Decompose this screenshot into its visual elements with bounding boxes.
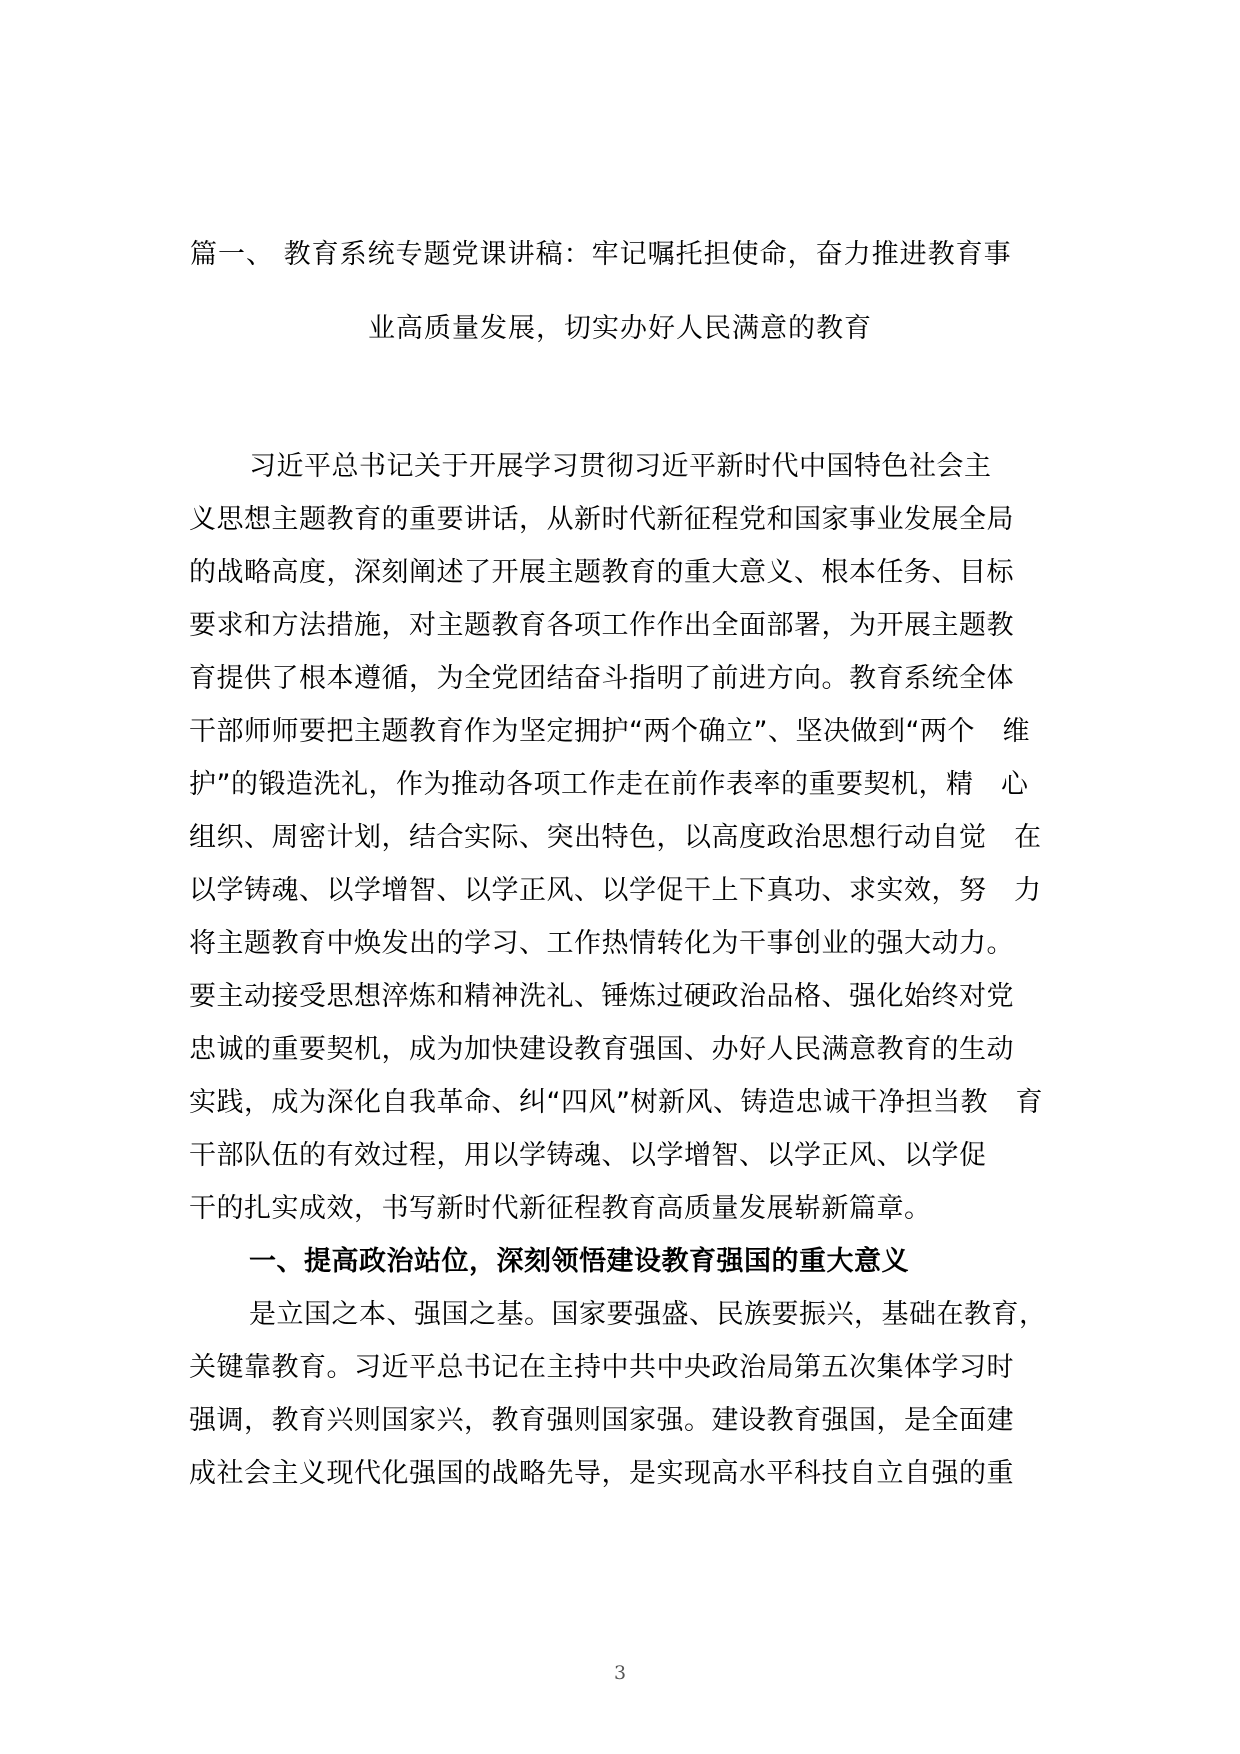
paragraph-line: 是立国之本、强国之基。国家要强盛、民族要振兴，基础在教育，: [249, 1299, 1047, 1330]
paragraph-line: 组织、周密计划，结合实际、突出特色，以高度政治思想行动自觉 在: [189, 822, 1042, 853]
paragraph-line: 将主题教育中焕发出的学习、工作热情转化为干事创业的强大动力。: [189, 928, 1014, 959]
document-body: [189, 440, 1069, 1500]
paragraph-line: 强调，教育兴则国家兴，教育强则国家强。建设教育强国，是全面建: [189, 1405, 1014, 1436]
paragraph-line: 以学铸魂、以学增智、以学正风、以学促干上下真功、求实效，努 力: [189, 875, 1042, 906]
page-number: 3: [613, 1662, 627, 1684]
document-title-line-1: 篇一、 教育系统专题党课讲稿：牢记嘱托担使命，奋力推进教育事: [190, 239, 1012, 270]
paragraph-line: 的战略高度，深刻阐述了开展主题教育的重大意义、根本任务、目标: [189, 557, 1014, 588]
paragraph-line: 干的扎实成效，书写新时代新征程教育高质量发展崭新篇章。: [189, 1193, 932, 1224]
paragraph-line: 要主动接受思想淬炼和精神洗礼、锤炼过硬政治品格、强化始终对党: [189, 981, 1014, 1012]
paragraph-line: 要求和方法措施，对主题教育各项工作作出全面部署，为开展主题教: [189, 610, 1014, 641]
paragraph-line: 育提供了根本遵循，为全党团结奋斗指明了前进方向。教育系统全体: [189, 663, 1014, 694]
paragraph-line: 关键靠教育。习近平总书记在主持中共中央政治局第五次集体学习时: [189, 1352, 1014, 1383]
paragraph-line: 习近平总书记关于开展学习贯彻习近平新时代中国特色社会主: [249, 451, 992, 482]
paragraph-line: 义思想主题教育的重要讲话，从新时代新征程党和国家事业发展全局: [189, 504, 1014, 535]
paragraph-line: 忠诚的重要契机，成为加快建设教育强国、办好人民满意教育的生动: [189, 1034, 1014, 1065]
section-heading: 一、提高政治站位，深刻领悟建设教育强国的重大意义: [249, 1246, 909, 1277]
paragraph-line: 干部队伍的有效过程，用以学铸魂、以学增智、以学正风、以学促: [189, 1140, 987, 1171]
document-title-line-2: 业高质量发展，切实办好人民满意的教育: [368, 313, 872, 344]
paragraph-line: 护”的锻造洗礼，作为推动各项工作走在前作表率的重要契机，精 心: [189, 769, 1029, 800]
paragraph-line: 实践，成为深化自我革命、纠“四风”树新风、铸造忠诚干净担当教 育: [189, 1087, 1043, 1118]
paragraph-line: 干部师师要把主题教育作为坚定拥护“两个确立”、坚决做到“两个 维: [189, 716, 1030, 747]
paragraph-line: 成社会主义现代化强国的战略先导，是实现高水平科技自立自强的重: [189, 1458, 1014, 1489]
